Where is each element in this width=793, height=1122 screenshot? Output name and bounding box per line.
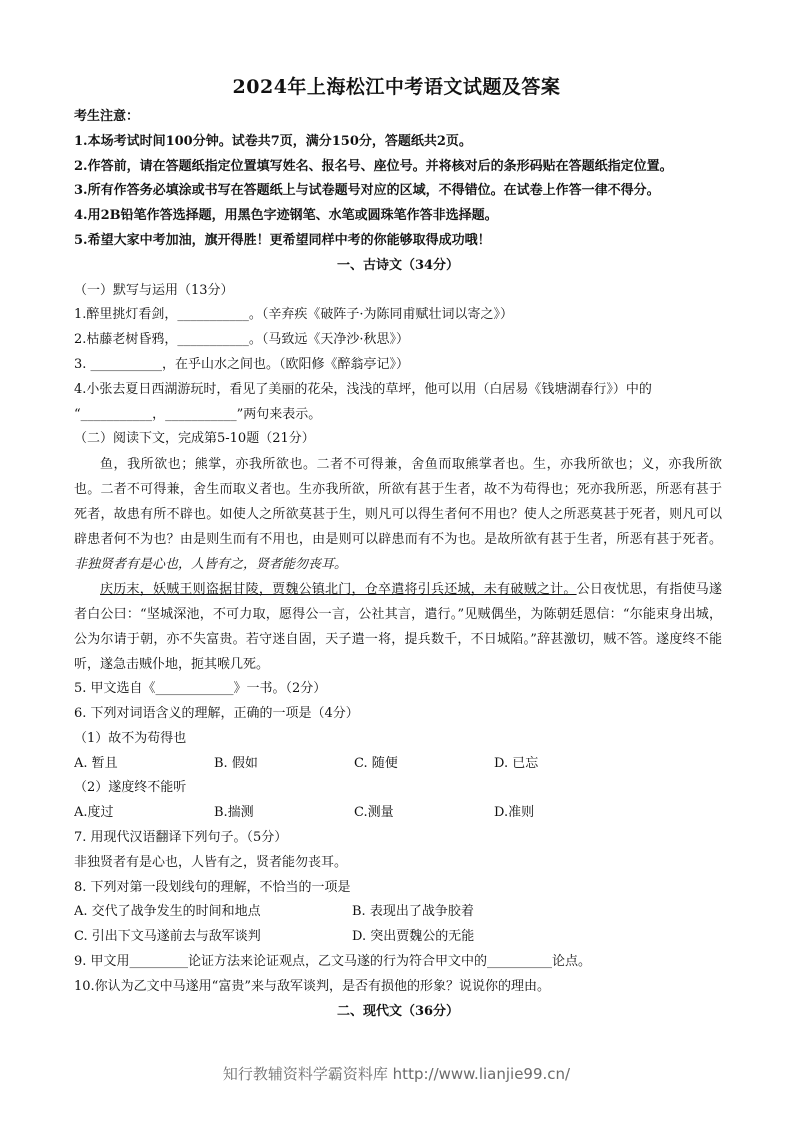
question-6-1-options: [74, 752, 722, 777]
question-8-options-row1: [74, 900, 722, 925]
part1-heading: （一）默写与运用（13分）: [74, 282, 234, 298]
notice-item: 2.作答前，请在答题纸指定位置填写姓名、报名号、座位号。并将核对后的条形码贴在答题纸指定位置。: [74, 158, 673, 174]
option-c: C. 引出下文马遂前去与敌军谈判: [74, 929, 261, 945]
passage-jia: [74, 452, 722, 577]
exam-content: [74, 105, 722, 1024]
question-2: 2.枯藤老树昏鸦，___________。（马致远《天净沙·秋思》）: [74, 332, 410, 348]
question-7-sentence: 非独贤者有是心也，人皆有之，贤者能勿丧耳。: [74, 854, 348, 870]
option-d: D.准则: [494, 805, 535, 821]
question-4: 4.小张去夏日西湖游玩时，看见了美丽的花朵，浅浅的草坪，他可以用（白居易《钱塘湖春行》）中的: [74, 381, 652, 397]
option-c: C.测量: [354, 805, 394, 821]
question-5: 5. 甲文选自《____________》一书。（2分）: [74, 681, 327, 697]
passage-yi-underlined: 庆历末，妖贼王则盗据甘陵，贾魏公镇北门，仓卒遣将引兵还城，未有破贼之计。: [100, 582, 577, 598]
option-a: A. 交代了战争发生的时间和地点: [74, 904, 261, 920]
question-6: 6. 下列对词语含义的理解，正确的一项是（4分）: [74, 705, 359, 721]
notice-item: 1.本场考试时间100分钟。试卷共7页，满分150分，答题纸共2页。: [74, 133, 472, 149]
section2-heading: 二、现代文（36分）: [336, 1003, 460, 1019]
question-6-1: （1）故不为苟得也: [74, 730, 187, 746]
question-9: 9. 甲文用_________论证方法来论证观点，乙文马遂的行为符合甲文中的__________论点。: [74, 953, 592, 969]
notice-item: 4.用2B铅笔作答选择题，用黑色字迹钢笔、水笔或圆珠笔作答非选择题。: [74, 208, 498, 224]
passage-yi-text: 公日夜忧思，有指使马遂者白公曰：“坚城深池，不可力取，愿得公一言，公社其言，遣行。”见贼偶坐，为陈朝廷恩信：“尔能束身出城，公为尔请于朝，亦不失富贵。若守迷自固，天子遣一将，提兵数千，不日城陷。”辞甚激切，贼不答。遂度终不能听，遂急击贼仆地，扼其喉几死。: [74, 582, 722, 673]
option-c: C. 随便: [354, 755, 398, 771]
notice-item: 3.所有作答务必填涂或书写在答题纸上与试卷题号对应的区域，不得错位。在试卷上作答一律不得分。: [74, 183, 660, 199]
question-6-2-options: [74, 801, 722, 826]
section1-heading: 一、古诗文（34分）: [336, 257, 460, 273]
option-a: A. 暂且: [74, 755, 118, 771]
passage-yi: [74, 577, 722, 677]
option-b: B. 表现出了战争胶着: [352, 904, 474, 920]
passage-jia-text: 鱼，我所欲也；熊掌，亦我所欲也。二者不可得兼，舍鱼而取熊掌者也。生，亦我所欲也；义，亦我所欲也。二者不可得兼，舍生而取义者也。生亦我所欲，所欲有甚于生者，故不为苟得也；死亦我所恶，所恶有甚于死者，故患有所不辟也。如使人之所欲莫甚于生，则凡可以得生者何不用也？使人之所恶莫甚于死者，则凡可以辟患者何不为也？由是则生而有不用也，由是则可以辟患而有不为也。是故所欲有甚于生者，所恶有甚于死者。: [74, 457, 722, 548]
question-10: 10.你认为乙文中马遂用“富贵”来与敌军谈判，是否有损他的形象？说说你的理由。: [74, 978, 550, 994]
notice-item: 5.希望大家中考加油，旗开得胜！更希望同样中考的你能够取得成功哦！: [74, 232, 491, 248]
option-b: B. 假如: [214, 755, 258, 771]
footer-watermark: 知行教辅资料学霸资料库 http://www.lianjie99.cn/: [222, 1065, 571, 1083]
question-7: 7. 用现代汉语翻译下列句子。（5分）: [74, 829, 288, 845]
question-3: 3. ___________，在乎山水之间也。（欧阳修《醉翁亭记》）: [74, 356, 410, 372]
question-8: 8. 下列对第一段划线句的理解，不恰当的一项是: [74, 879, 351, 895]
question-1: 1.醉里挑灯看剑，___________。（辛弃疾《破阵子·为陈同甫赋壮词以寄之》）: [74, 307, 514, 323]
page-title: 2024年上海松江中考语文试题及答案: [232, 76, 561, 98]
part2-heading: （二）阅读下文，完成第5-10题（21分）: [74, 431, 315, 447]
question-8-options-row2: [74, 925, 722, 950]
option-d: D. 突出贾魏公的无能: [352, 929, 475, 945]
question-4-cont: “___________，___________”两句来表示。: [74, 406, 322, 422]
option-a: A.度过: [74, 805, 114, 821]
question-6-2: （2）遂度终不能听: [74, 780, 187, 796]
passage-jia-italic: 非独贤者有是心也，人皆有之，贤者能勿丧耳。: [74, 557, 348, 573]
option-d: D. 已忘: [494, 755, 539, 771]
option-b: B.揣测: [214, 805, 254, 821]
notice-heading: 考生注意：: [74, 109, 140, 124]
